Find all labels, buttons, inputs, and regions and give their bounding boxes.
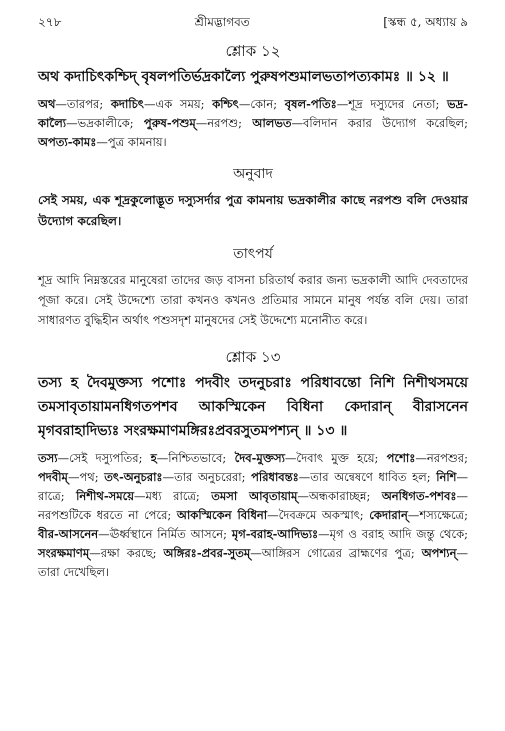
synonym-meaning: পুত্র কামনায়। [107,135,167,149]
purport-title: তাৎপর্য [233,246,273,262]
synonym-word: দৈব-মুক্তস্য [234,451,285,465]
verse-12-purport: শূদ্র আদি নিম্নস্তরের মানুষেরা তাদের জড় বাসনা চরিতার্থ করার জন্য ভদ্রকালী আদি দেবতাদের পূজা করে। সেই উদ্দেশ্যে তারা কখনও কখনও প্রতিমার সামনে মানুষ পর্যন্ত বলি দেয়। তারা সাধারণত বুদ্ধিহীন অর্থাৎ পশুসদৃশ মানুষদের সেই উদ্দেশ্যে মনোনীত করে। [38,273,468,327]
canto-chapter: [স্কন্ধ ৫, অধ্যায় ৯ [383,15,468,29]
synonym-meaning: মধ্য রাত্রে; [145,489,212,503]
verse-13-synonyms: তস্য—সেই দস্যুপতির; হ—নিশ্চিতভাবে; দৈব-মুক্তস্য—দৈবাৎ মুক্ত হয়ে; পশোঃ—নরপশুর; পদবীম্—পথ; তৎ-অনুচরাঃ—তার অনুচরেরা; পরিধাবন্তঃ—তার অন্বেষণে ধাবিত হল; নিশি—রাত্রে; নিশীথ-সময়ে—মধ্য রাত্রে; তমসা আবৃতায়াম্—অন্ধকারাচ্ছন্ন; অনধিগত-পশবঃ—নরপশুটিকে ধরতে না পেরে; আকস্মিকেন বিধিনা—দৈবক্রমে অকস্মাৎ; কেদারান্—শস্যক্ষেত্রে; বীর-আসনেন—ঊর্ধ্বস্থানে নির্মিত আসনে; মৃগ-বরাহ-আদিভ্যঃ—মৃগ ও বরাহ আদি জন্তু থেকে; সংরক্ষমাণম্—রক্ষা করছে; অঙ্গিরঃ-প্রবর-সুতম্—আঙ্গিরস গোত্রের ব্রাহ্মণের পুত্র; অপশ্যন্—তারা দেখেছিল। [38,451,468,579]
synonym-word: তমসা আবৃতায়াম্ [211,489,298,503]
synonym-meaning: ভদ্রকালীকে; [77,116,144,130]
synonym-meaning: দৈবাৎ মুক্ত হয়ে; [296,451,387,465]
synonym-word: হ [150,451,157,465]
synonym-word: অপশ্যন্ [421,546,457,560]
page-number: ২৭৮ [38,15,62,29]
synonym-word: বীর-আসনেন [38,527,99,541]
page-header [38,14,468,34]
synonym-word: মৃগ-বরাহ-আদিভ্যঃ [231,527,319,541]
synonym-word: কদাচিৎ [110,97,144,111]
synonym-meaning: শূদ্র দস্যুদের নেতা; [348,97,447,111]
synonym-meaning: কোন; [250,97,285,111]
synonym-word: সংরক্ষমাণম্ [38,546,90,560]
synonym-word: পুরুষ-পশুম্ [143,116,196,130]
synonym-word: অনধিগত-পশবঃ [381,489,457,503]
synonym-word: পদবীম্ [38,470,68,484]
synonym-word: পরিধাবন্তঃ [251,470,299,484]
synonym-meaning: ঊর্ধ্বস্থানে নির্মিত আসনে; [109,527,232,541]
synonym-word: কেদারান্ [369,508,408,522]
synonym-word: তস্য [38,451,58,465]
synonym-meaning: তার অনুচরেরা; [174,470,252,484]
synonym-word: অঙ্গিরঃ-প্রবর-সুতম্ [163,546,251,560]
synonym-meaning: সেই দস্যুপতির; [69,451,151,465]
synonym-meaning: নিশ্চিতভাবে; [168,451,235,465]
synonym-meaning: অন্ধকারাচ্ছন্ন; [308,489,382,503]
verse-12-synonyms: অথ—তারপর; কদাচিৎ—এক সময়; কশ্চিৎ—কোন; বৃষল-পতিঃ—শূদ্র দস্যুদের নেতা; ভদ্র-কাল্যৈ—ভদ্রকালীকে; পুরুষ-পশুম্—নরপশু; আলভত—বলিদান করার উদ্যোগ করেছিল; অপত্য-কামঃ—পুত্র কামনায়। [38,97,468,149]
synonym-word: অথ [38,97,56,111]
verse-12-text: অথ কদাচিৎকশ্চিদ্ বৃষলপতির্ভদ্রকাল্যৈ পুরুষপশুমালভতাপত্যকামঃ ॥ ১২ ॥ [38,69,449,85]
synonym-meaning: নরপশুটিকে ধরতে না পেরে; [38,508,177,522]
synonym-meaning: মৃগ ও বরাহ আদি জন্তু থেকে; [329,527,468,541]
synonym-word: নিশি [436,470,457,484]
synonym-meaning: নরপশু; [207,116,253,130]
synonym-word: আকস্মিকেন বিধিনা [176,508,268,522]
synonym-meaning: রক্ষা করছে; [100,546,164,560]
synonym-word: তৎ-অনুচরাঃ [104,470,163,484]
synonym-meaning: নরপশুর; [426,451,468,465]
translation-title: অনুবাদ [233,166,273,182]
verse-12-translation: সেই সময়, এক শূদ্রকুলোদ্ভূত দস্যুসর্দার পুত্র কামনায় ভদ্রকালীর কাছে নরপশু বলি দেওয়ার উদ্যোগ করেছিল। [38,193,468,228]
book-title: শ্রীমদ্ভাগবত [194,15,250,29]
synonym-meaning: তার অন্বেষণে ধাবিত হল; [310,470,437,484]
synonym-meaning: দৈবক্রমে অকস্মাৎ; [278,508,370,522]
synonym-word: কশ্চিৎ [212,97,239,111]
synonym-meaning: পথ; [79,470,105,484]
verse-12-heading: শ্লোক ১২ [225,42,281,60]
verse-13-heading: শ্লোক ১৩ [225,348,281,366]
verse-13-text: তস্য হ দৈবমুক্তস্য পশোঃ পদবীং তদনুচরাঃ পরিধাবন্তো নিশি নিশীথসময়ে তমসাবৃতায়ামনধিগতপশব আকস্মিকেন বিধিনা কেদারান্ বীরাসনেন মৃগবরাহাদিভ্যঃ সংরক্ষমাণমঙ্গিরঃপ্রবরসুতমপশ্যন্ ॥ ১৩ ॥ [38,375,468,439]
synonym-meaning: আঙ্গিরস গোত্রের ব্রাহ্মণের পুত্র; [261,546,422,560]
synonym-meaning: শস্যক্ষেত্রে; [419,508,468,522]
page [38,14,468,582]
synonym-word: বৃষল-পতিঃ [284,97,337,111]
synonym-meaning: বলিদান করার উদ্যোগ করেছিল; [303,116,468,130]
synonym-meaning: এক সময়; [155,97,213,111]
synonym-meaning: রাত্রে; [38,489,77,503]
synonym-word: ভদ্র-কাল্যৈ [38,97,468,130]
synonym-meaning: তারপর; [66,97,111,111]
synonym-word: পশোঃ [386,451,416,465]
synonym-word: অপত্য-কামঃ [38,135,97,149]
synonym-word: আলভত [252,116,292,130]
synonym-word: নিশীথ-সময়ে [76,489,134,503]
synonym-meaning: তারা দেখেছিল। [38,565,110,579]
